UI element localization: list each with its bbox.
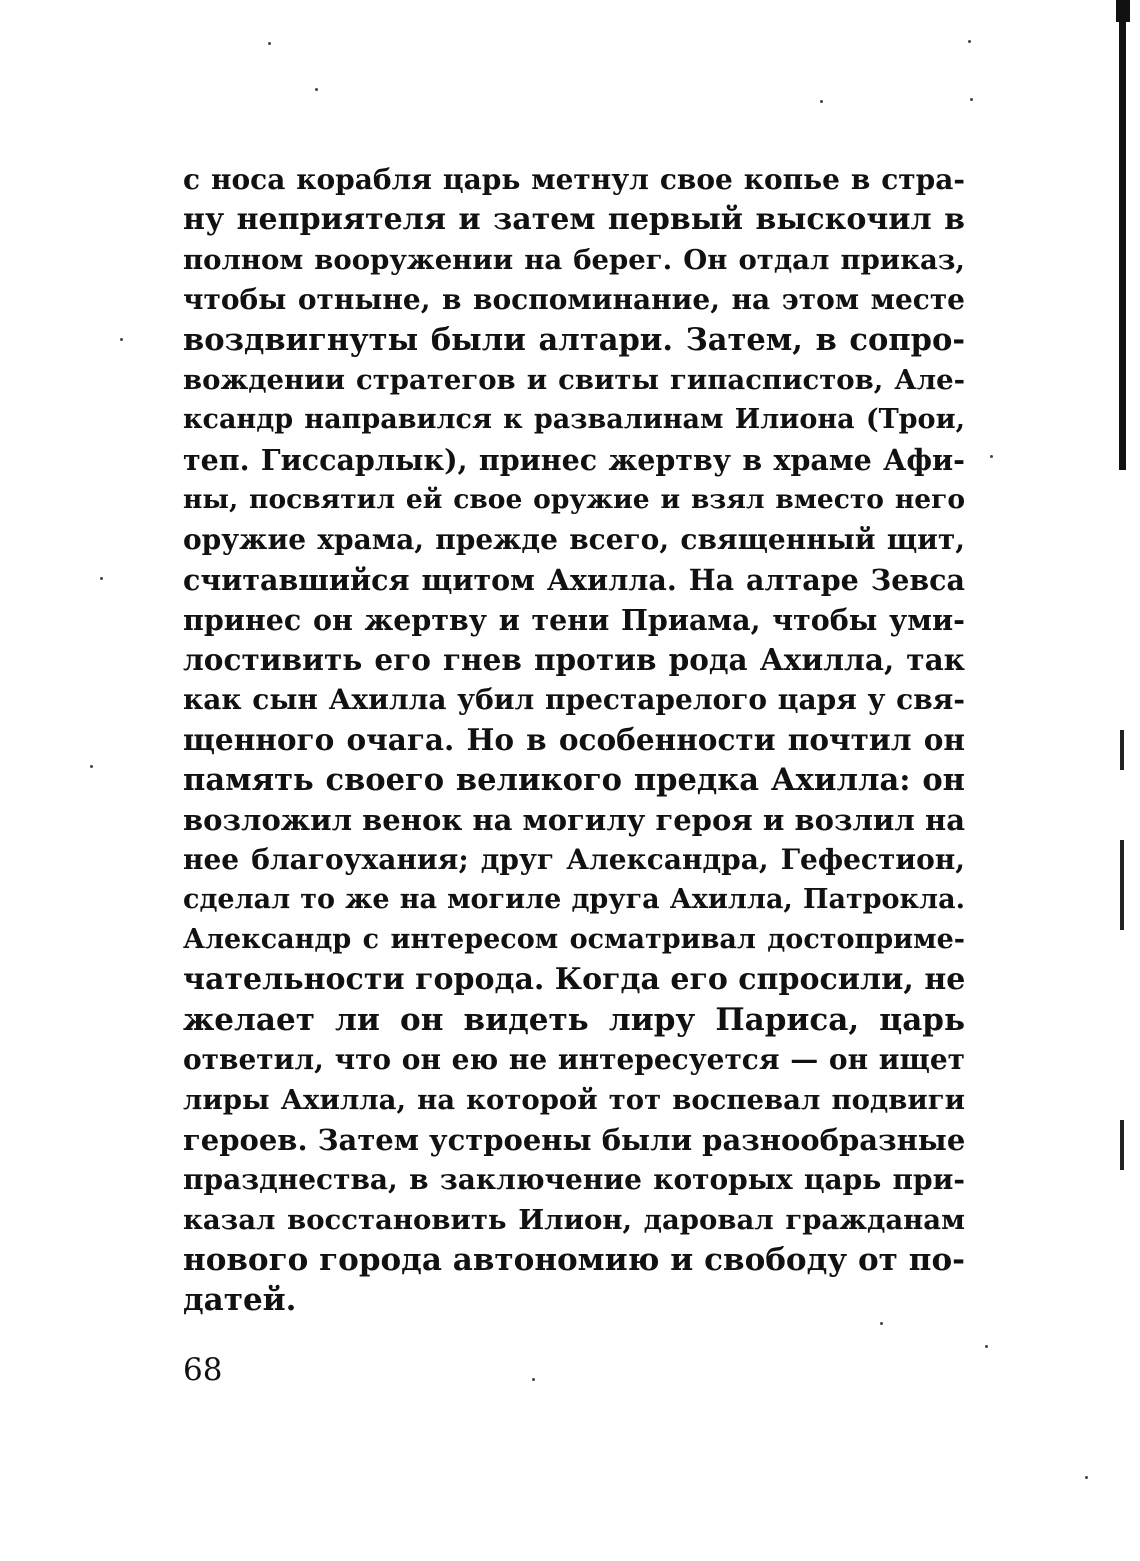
text-line: нового города автономию и свободу от по-: [183, 1242, 965, 1278]
text-line: сделал то же на могиле друга Ахилла, Патрокла.: [183, 884, 965, 915]
scan-speck: [820, 100, 823, 103]
text-line: ответил, что он ею не интересуется — он ищет: [183, 1043, 965, 1076]
scan-speck: [120, 338, 123, 341]
text-line: полном вооружении на берег. Он отдал приказ,: [183, 244, 965, 276]
scan-edge-tick: [1120, 730, 1124, 770]
scan-speck: [315, 88, 318, 91]
text-line: щенного очага. Но в особенности почтил он: [183, 722, 965, 757]
text-line: вождении стратегов и свиты гипаспистов, Але-: [183, 364, 965, 396]
text-line: чательности города. Когда его спросили, не: [183, 962, 965, 997]
scan-speck: [268, 42, 271, 45]
text-line: считавшийся щитом Ахилла. На алтаре Зевса: [183, 563, 965, 597]
text-line: принес он жертву и тени Приама, чтобы уми-: [183, 603, 965, 637]
scan-speck: [880, 1322, 883, 1325]
text-line: теп. Гиссарлык), принес жертву в храме Афи-: [183, 443, 965, 477]
scan-speck: [100, 577, 103, 580]
scan-speck: [968, 40, 971, 43]
body-text: [183, 160, 965, 1320]
text-line: лостивить его гнев против рода Ахилла, так: [183, 642, 965, 677]
text-line: чтобы отныне, в воспоминание, на этом месте: [183, 283, 965, 316]
scan-speck: [532, 1378, 535, 1381]
text-line: нее благоухания; друг Александра, Гефестион,: [183, 843, 965, 876]
scan-speck: [90, 765, 93, 768]
text-line: возложил венок на могилу героя и возлил на: [183, 803, 965, 837]
scan-speck: [990, 455, 993, 458]
text-line: воздвигнуты были алтари. Затем, в сопро-: [183, 322, 965, 358]
text-line: оружие храма, прежде всего, священный щит,: [183, 523, 965, 556]
scan-speck: [1085, 1476, 1088, 1479]
text-line: память своего великого предка Ахилла: он: [183, 762, 965, 798]
text-line: Александр с интересом осматривал достоприме-: [183, 924, 965, 955]
text-line: героев. Затем устроены были разнообразные: [183, 1123, 965, 1157]
text-line: желает ли он видеть лиру Париса, царь: [183, 1002, 965, 1038]
scan-edge-tick: [1120, 1120, 1124, 1170]
scan-speck: [970, 98, 973, 101]
text-line: как сын Ахилла убил престарелого царя у свя-: [183, 683, 965, 716]
text-line: ны, посвятил ей свое оружие и взял вместо него: [183, 484, 965, 515]
page-number: 68: [183, 1352, 223, 1388]
text-line: празднества, в заключение которых царь при-: [183, 1163, 965, 1196]
text-line: лиры Ахилла, на которой тот воспевал подвиги: [183, 1084, 965, 1116]
scan-edge-tick: [1120, 840, 1124, 930]
text-line: ксандр направился к развалинам Илиона (Трои,: [183, 404, 965, 435]
text-line: датей.: [183, 1282, 297, 1318]
scan-edge-bar: [1119, 0, 1126, 470]
text-line: ну неприятеля и затем первый выскочил в: [183, 202, 965, 237]
text-line: казал восстановить Илион, даровал гражданам: [183, 1204, 965, 1236]
text-line: с носа корабля царь метнул свое копье в стра-: [183, 163, 965, 196]
scan-speck: [985, 1345, 988, 1348]
